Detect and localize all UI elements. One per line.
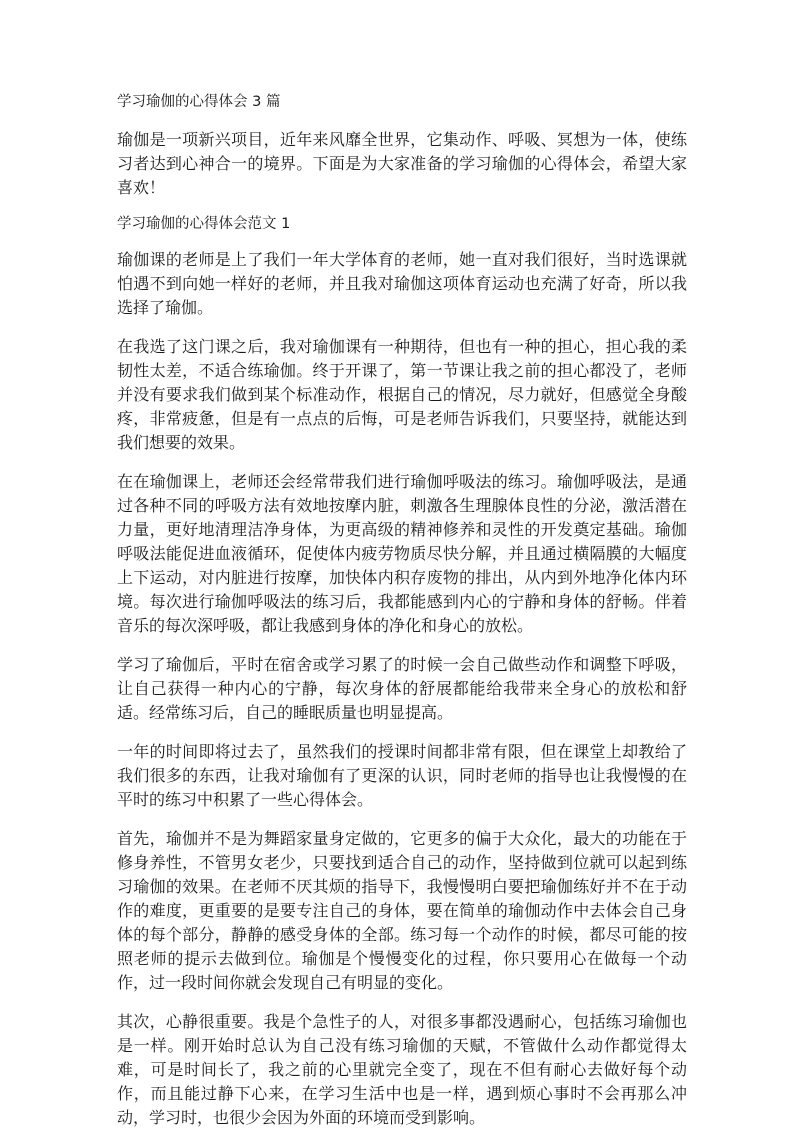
document-page — [117, 84, 687, 1130]
body-paragraph-7: 其次，心静很重要。我是个急性子的人，对很多事都没遇耐心，包括练习瑜伽也是一样。刚开始时总认为自己没有练习瑜伽的天赋，不管做什么动作都觉得太难，可是时间长了，我之前的心里就完全变了，现在不但有耐心去做好每个动作，而且能过静下心来，在学习生活中也是一样，遇到烦心事时不会再那么冲动，学习时，也很少会因为外面的环境而受到影响。 — [117, 1012, 687, 1127]
body-paragraph-6: 首先，瑜伽并不是为舞蹈家量身定做的，它更多的偏于大众化，最大的功能在于修身养性，不管男女老少，只要找到适合自己的动作，坚持做到位就可以起到练习瑜伽的效果。在老师不厌其烦的指导下，我慢慢明白要把瑜伽练好并不在于动作的难度，更重要的是要专注自己的身体，要在简单的瑜伽动作中去体会自己身体的每个部分，静静的感受身体的全部。练习每一个动作的时候，都尽可能的按照老师的提示去做到位。瑜伽是个慢慢变化的过程，你只要用心在做每一个动作，过一段时间你就会发现自己有明显的变化。 — [117, 829, 687, 992]
section-title: 学习瑜伽的心得体会范文 1 — [117, 216, 291, 232]
intro-paragraph: 瑜伽是一项新兴项目，近年来风靡全世界，它集动作、呼吸、冥想为一体，使练习者达到心神合一的境界。下面是为大家准备的学习瑜伽的心得体会，希望大家喜欢！ — [117, 130, 687, 197]
body-paragraph-4: 学习了瑜伽后，平时在宿舍或学习累了的时候一会自己做些动作和调整下呼吸，让自己获得一种内心的宁静，每次身体的舒展都能给我带来全身心的放松和舒适。经常练习后，自己的睡眠质量也明显提高。 — [117, 655, 687, 722]
body-paragraph-5: 一年的时间即将过去了，虽然我们的授课时间都非常有限，但在课堂上却教给了我们很多的东西，让我对瑜伽有了更深的认识，同时老师的指导也让我慢慢的在平时的练习中积累了一些心得体会。 — [117, 742, 687, 809]
body-paragraph-2: 在我选了这门课之后，我对瑜伽课有一种期待，但也有一种的担心，担心我的柔韧性太差，不适合练瑜伽。终于开课了，第一节课让我之前的担心都没了，老师并没有要求我们做到某个标准动作，根据自己的情况，尽力就好，但感觉全身酸疼，非常疲惫，但是有一点点的后悔，可是老师告诉我们，只要坚持，就能达到我们想要的效果。 — [117, 337, 687, 452]
document-title: 学习瑜伽的心得体会 3 篇 — [117, 94, 281, 110]
body-paragraph-1: 瑜伽课的老师是上了我们一年大学体育的老师，她一直对我们很好，当时选课就怕遇不到向她一样好的老师，并且我对瑜伽这项体育运动也充满了好奇，所以我选择了瑜伽。 — [117, 250, 687, 317]
body-paragraph-3: 在在瑜伽课上，老师还会经常带我们进行瑜伽呼吸法的练习。瑜伽呼吸法，是通过各种不同的呼吸方法有效地按摩内脏，刺激各生理腺体良性的分泌，激活潜在力量，更好地清理洁净身体，为更高级的精神修养和灵性的开发奠定基础。瑜伽呼吸法能促进血液循环，促使体内疲劳物质尽快分解，并且通过横隔膜的大幅度上下运动，对内脏进行按摩，加快体内积存废物的排出，从内到外地净化体内环境。每次进行瑜伽呼吸法的练习后，我都能感到内心的宁静和身体的舒畅。伴着音乐的每次深呼吸，都让我感到身体的净化和身心的放松。 — [117, 472, 687, 635]
